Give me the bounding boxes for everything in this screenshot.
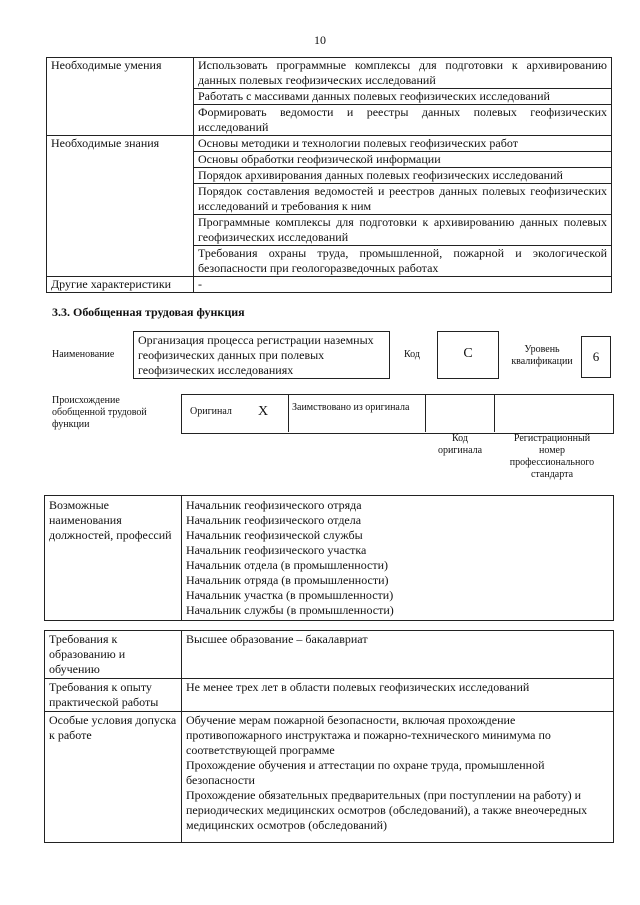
knowledge-item: Основы обработки геофизической информации — [194, 152, 612, 168]
positions-list — [182, 496, 614, 621]
knowledge-label: Необходимые знания — [47, 136, 194, 277]
code-value: C — [463, 346, 473, 361]
knowledge-item: Программные комплексы для подготовки к архивированию данных полевых геофизических исследований — [194, 215, 612, 246]
conditions-list — [182, 712, 614, 843]
code-original-caption: Код оригинала — [437, 433, 483, 456]
function-name: Организация процесса регистрации наземных геофизических данных при полевых геофизических исследованиях — [138, 333, 374, 377]
skills-knowledge-table — [46, 57, 612, 293]
skill-item: Работать с массивами данных полевых геофизических исследований — [194, 89, 612, 105]
position-item: Начальник отряда (в промышленности) — [186, 573, 389, 587]
position-item: Начальник геофизической службы — [186, 528, 363, 542]
original-label: Оригинал — [190, 406, 232, 417]
conditions-label: Особые условия допуска к работе — [45, 712, 182, 843]
knowledge-item: Основы методики и технологии полевых геофизических работ — [194, 136, 612, 152]
requirements-table — [44, 630, 614, 843]
skills-label: Необходимые умения — [47, 58, 194, 136]
position-item: Начальник службы (в промышленности) — [186, 603, 394, 617]
position-item: Начальник геофизического отдела — [186, 513, 362, 527]
position-item: Начальник геофизического отряда — [186, 498, 362, 512]
education-label: Требования к образованию и обучению — [45, 631, 182, 679]
position-item: Начальник участка (в промышленности) — [186, 588, 394, 602]
knowledge-item: Требования охраны труда, промышленной, пожарной и экологической безопасности при геологоразведочных работах — [194, 246, 612, 277]
page-number: 10 — [314, 33, 326, 47]
condition-item: Обучение мерам пожарной безопасности, включая прохождение противопожарного инструктажа и пожарно-технического минимума по соответствующей программе — [186, 713, 551, 757]
education-value: Высшее образование – бакалавриат — [182, 631, 614, 679]
reg-number-caption: Регистрационный номер профессионального стандарта — [509, 433, 595, 480]
experience-value: Не менее трех лет в области полевых геофизических исследований — [182, 679, 614, 712]
other-label: Другие характеристики — [47, 277, 194, 293]
original-mark: X — [258, 404, 269, 419]
skill-item: Использовать программные комплексы для подготовки к архивированию данных полевых геофизических исследований — [194, 58, 612, 89]
condition-item: Прохождение обучения и аттестации по охране труда, промышленной безопасности — [186, 758, 545, 787]
level-value: 6 — [592, 349, 600, 364]
other-item: - — [194, 277, 612, 293]
skill-item: Формировать ведомости и реестры данных полевых геофизических исследований — [194, 105, 612, 136]
condition-item: Прохождение обязательных предварительных (при поступлении на работу) и периодических медицинских осмотров (обследований), а также внеочередных медицинских осмотров (обследований) — [186, 788, 588, 832]
level-label: Уровень квалификации — [511, 344, 573, 367]
borrowed-label: Заимствовано из оригинала — [292, 402, 410, 413]
code-label: Код — [404, 349, 420, 360]
section-title: 3.3. Обобщенная трудовая функция — [52, 305, 245, 319]
position-item: Начальник геофизического участка — [186, 543, 367, 557]
knowledge-item: Порядок составления ведомостей и реестров данных полевых геофизических исследований и требования к ним — [194, 184, 612, 215]
origin-label: Происхождение обобщенной трудовой функции — [52, 395, 147, 430]
positions-label: Возможные наименования должностей, профессий — [45, 496, 182, 621]
position-item: Начальник отдела (в промышленности) — [186, 558, 388, 572]
experience-label: Требования к опыту практической работы — [45, 679, 182, 712]
positions-table — [44, 495, 614, 621]
name-label: Наименование — [52, 349, 115, 360]
knowledge-item: Порядок архивирования данных полевых геофизических исследований — [194, 168, 612, 184]
